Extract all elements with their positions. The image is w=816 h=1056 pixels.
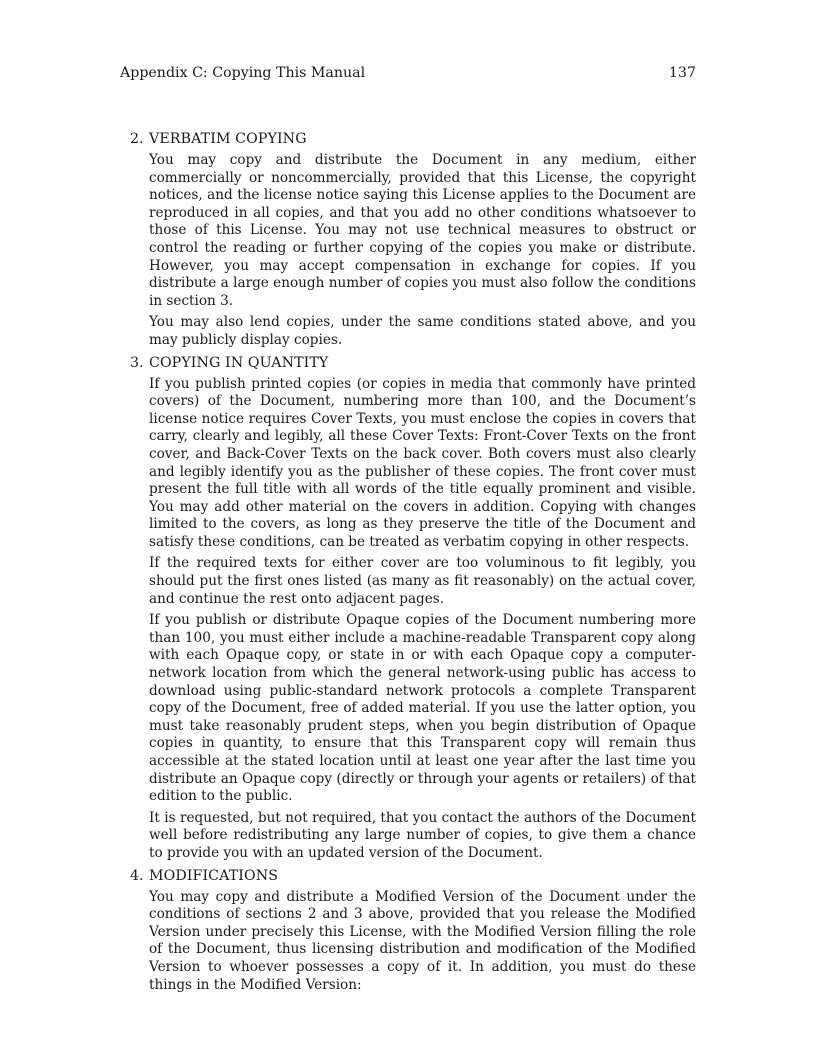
paragraph: If you publish printed copies (or copies in media that commonly have printed covers) of the Document, numbering more than 100, and the Document’s license notice requires Cover Texts, you must enclose the copies in covers that carry, clearly and legibly, all these Cover Texts: Front-Cover Texts on the front cover, and Back-Cover Texts on the back cover. Both covers must also clearly and legibly identify you as the publisher of these copies. The front cover must present the full title with all words of the title equally prominent and visible. You may add other material on the covers in addition. Copying with changes limited to the covers, as long as they preserve the title of the Document and satisfy these conditions, can be treated as verbatim copying in other respects.	[149, 375, 696, 550]
paragraph: If you publish or distribute Opaque copies of the Document numbering more than 100, you must either include a machine-readable Transparent copy along with each Opaque copy, or state in or with each Opaque copy a computer-network location from which the general network-using public has access to download using public-standard network protocols a complete Transparent copy of the Document, free of added material. If you use the latter option, you must take reasonably prudent steps, when you begin distribution of Opaque copies in quantity, to ensure that this Transparent copy will remain thus accessible at the stated location until at least one year after the last time you distribute an Opaque copy (directly or through your agents or retailers) of that edition to the public.	[149, 612, 696, 805]
section-number: 3.	[130, 354, 144, 371]
page-number: 137	[668, 65, 696, 81]
page-body	[120, 130, 696, 998]
section-number: 2.	[130, 131, 144, 147]
paragraph: You may copy and distribute a Modified Version of the Document under the conditions of sections 2 and 3 above, provided that you release the Modified Version under precisely this License, with the Modified Version filling the role of the Document, thus licensing distribution and modification of the Modified Version to whoever possesses a copy of it. In addition, you must do these things in the Modified Version:	[149, 888, 696, 993]
running-header	[120, 64, 696, 82]
section-number: 4.	[130, 867, 144, 884]
paragraph: You may also lend copies, under the same conditions stated above, and you may publicly display copies.	[149, 314, 696, 348]
paragraph: If the required texts for either cover are too voluminous to fit legibly, you should put the first ones listed (as many as fit reasonably) on the actual cover, and continue the rest onto adjacent pages.	[149, 555, 696, 607]
section-copying-in-quantity	[120, 354, 696, 863]
section-modifications	[120, 867, 696, 995]
chapter-title: Appendix C: Copying This Manual	[120, 65, 366, 81]
section-title: VERBATIM COPYING	[149, 131, 307, 147]
section-title: COPYING IN QUANTITY	[149, 354, 329, 371]
paragraph: It is requested, but not required, that you contact the authors of the Document well before redistributing any large number of copies, to give them a chance to provide you with an updated version of the Document.	[149, 809, 696, 861]
section-title: MODIFICATIONS	[149, 867, 279, 884]
section-verbatim-copying	[120, 130, 696, 350]
paragraph: You may copy and distribute the Document in any medium, either commercially or noncommercially, provided that this License, the copyright notices, and the license notice saying this License applies to the Document are reproduced in all copies, and that you add no other conditions whatsoever to those of this License. You may not use technical measures to obstruct or control the reading or further copying of the copies you make or distribute. However, you may accept compensation in exchange for copies. If you distribute a large enough number of copies you must also follow the conditions in section 3.	[149, 152, 696, 309]
